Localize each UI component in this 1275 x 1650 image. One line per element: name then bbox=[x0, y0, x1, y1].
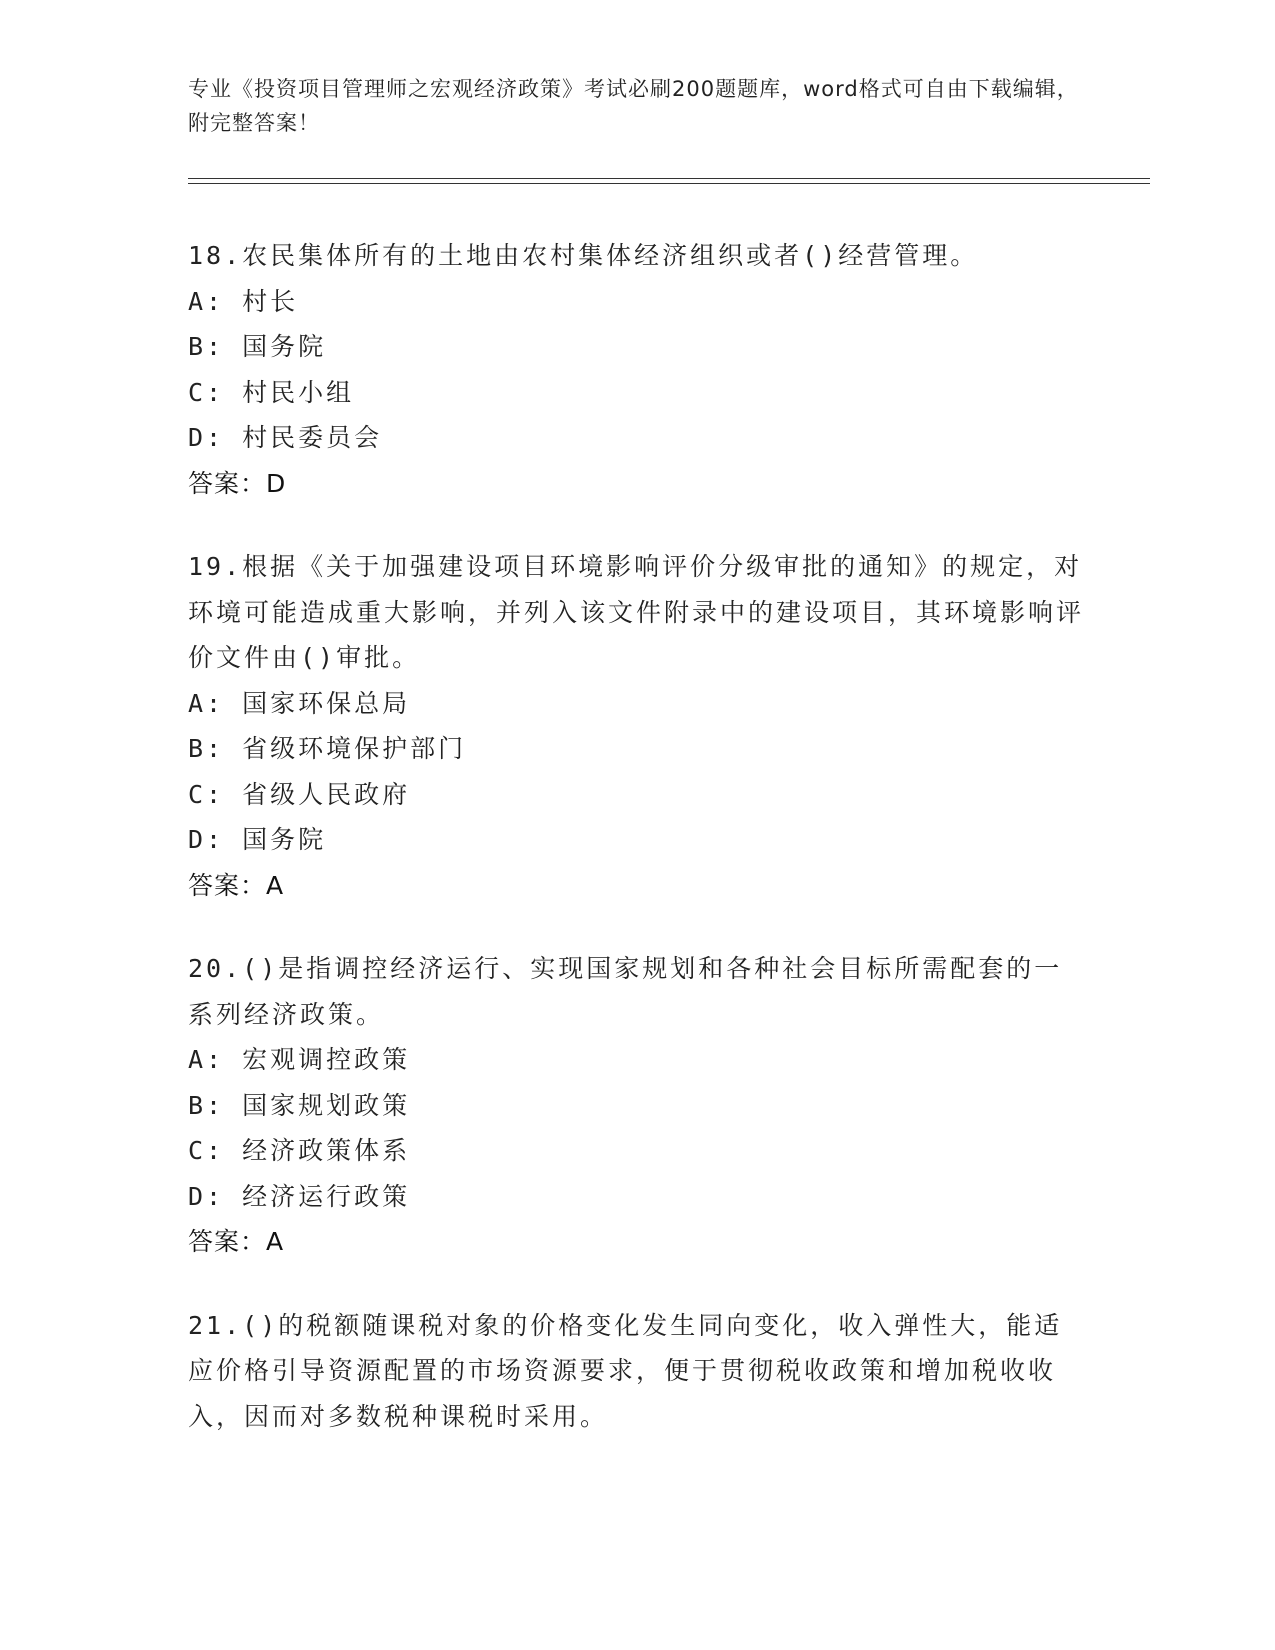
answer-text: 答案：D bbox=[188, 468, 287, 498]
answer-text: 答案：A bbox=[188, 870, 285, 900]
question-19 bbox=[188, 544, 1088, 908]
option-a: A: 村长 bbox=[188, 286, 299, 316]
question-18 bbox=[188, 233, 1088, 506]
option-d: D: 经济运行政策 bbox=[188, 1181, 411, 1211]
option-d: D: 国务院 bbox=[188, 825, 327, 854]
question-text: 20.()是指调控经济运行、实现国家规划和各种社会目标所需配套的一系列经济政策。 bbox=[188, 954, 1063, 1029]
option-a: A: 国家环保总局 bbox=[188, 688, 411, 718]
option-a: A: 宏观调控政策 bbox=[188, 1045, 411, 1074]
option-b: B: 省级环境保护部门 bbox=[188, 734, 467, 763]
question-text: 21.()的税额随课税对象的价格变化发生同向变化，收入弹性大，能适应价格引导资源配置的市场资源要求，便于贯彻税收政策和增加税收收入，因而对多数税种课税时采用。 bbox=[188, 1310, 1063, 1431]
option-b: B: 国家规划政策 bbox=[188, 1090, 411, 1120]
question-text: 18.农民集体所有的土地由农村集体经济组织或者()经营管理。 bbox=[188, 241, 979, 270]
option-d: D: 村民委员会 bbox=[188, 423, 383, 452]
option-c: C: 村民小组 bbox=[188, 377, 355, 407]
option-c: C: 经济政策体系 bbox=[188, 1136, 411, 1165]
question-20 bbox=[188, 946, 1088, 1265]
question-text: 19.根据《关于加强建设项目环境影响评价分级审批的通知》的规定，对环境可能造成重大影响，并列入该文件附录中的建设项目，其环境影响评价文件由()审批。 bbox=[188, 552, 1085, 672]
question-list bbox=[188, 233, 1088, 1477]
header-divider-bottom bbox=[188, 183, 1150, 184]
answer-text: 答案：A bbox=[188, 1227, 285, 1256]
header-divider-top bbox=[188, 178, 1150, 179]
document-header: 专业《投资项目管理师之宏观经济政策》考试必刷200题题库，word格式可自由下载编辑，附完整答案！ bbox=[188, 77, 1079, 135]
option-b: B: 国务院 bbox=[188, 332, 327, 361]
option-c: C: 省级人民政府 bbox=[188, 779, 411, 809]
question-21 bbox=[188, 1303, 1088, 1440]
